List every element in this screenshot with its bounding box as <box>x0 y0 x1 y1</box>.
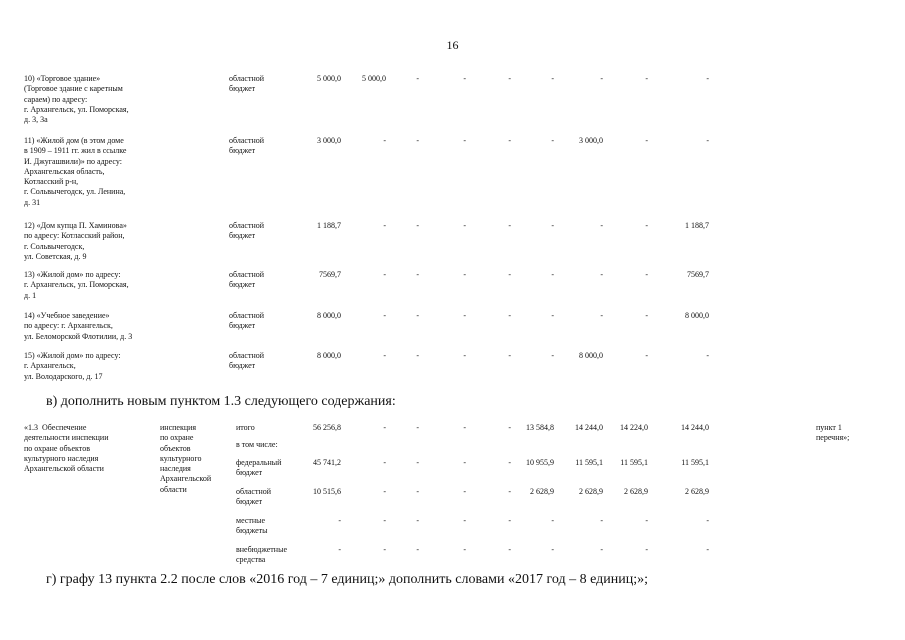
amount-cell: 11 595,1 <box>575 458 603 467</box>
amount-cell: - <box>416 311 419 320</box>
amount-cell: - <box>600 311 603 320</box>
amount-cell: 14 224,0 <box>620 423 648 432</box>
amount-cell: 7569,7 <box>319 270 341 279</box>
amount-cell: - <box>551 516 554 525</box>
amount-cell: - <box>600 270 603 279</box>
amount-cell: - <box>463 74 466 83</box>
instruction-g: г) графу 13 пункта 2.2 после слов «2016 год – 7 единиц;» дополнить словами «2017 год – 8 единиц;»; <box>46 572 648 587</box>
amount-cell: - <box>551 545 554 554</box>
amount-cell: 10 955,9 <box>526 458 554 467</box>
amount-cell: - <box>463 458 466 467</box>
amount-cell: - <box>383 516 386 525</box>
funding-source: в том числе: <box>236 440 278 449</box>
funding-source: областной бюджет <box>229 351 265 371</box>
amount-cell: - <box>508 458 511 467</box>
amount-cell: - <box>645 270 648 279</box>
amount-cell: 8 000,0 <box>317 351 341 360</box>
object-description: 10) «Торговое здание» (Торговое здание с каретным сараем) по адресу: г. Архангельск, ул. Поморская, д. 3, 3а <box>24 74 129 125</box>
amount-cell: - <box>416 487 419 496</box>
amount-cell: - <box>383 487 386 496</box>
amount-cell: - <box>463 270 466 279</box>
funding-source: итого <box>236 423 255 432</box>
amount-cell: - <box>383 136 386 145</box>
note-reference: пункт 1 перечня»; <box>816 423 850 443</box>
amount-cell: - <box>416 545 419 554</box>
executor: инспекция по охране объектов культурного наследия Архангельской области <box>160 423 212 494</box>
amount-cell: - <box>416 423 419 432</box>
amount-cell: - <box>551 270 554 279</box>
amount-cell: 8 000,0 <box>685 311 709 320</box>
amount-cell: - <box>706 351 709 360</box>
funding-source: местные бюджеты <box>236 516 268 536</box>
amount-cell: 3 000,0 <box>317 136 341 145</box>
amount-cell: - <box>645 221 648 230</box>
amount-cell: 1 188,7 <box>317 221 341 230</box>
amount-cell: - <box>645 545 648 554</box>
object-description: 15) «Жилой дом» по адресу: г. Архангельск, ул. Володарского, д. 17 <box>24 351 121 381</box>
amount-cell: - <box>508 487 511 496</box>
amount-cell: - <box>551 136 554 145</box>
amount-cell: - <box>600 516 603 525</box>
measure-description: «1.3 Обеспечение деятельности инспекции по охране объектов культурного наследия Архангельской области <box>24 423 109 474</box>
amount-cell: - <box>416 136 419 145</box>
amount-cell: 1 188,7 <box>685 221 709 230</box>
page-number: 16 <box>446 38 459 52</box>
amount-cell: 11 595,1 <box>620 458 648 467</box>
amount-cell: 2 628,9 <box>624 487 648 496</box>
amount-cell: - <box>508 136 511 145</box>
amount-cell: - <box>645 516 648 525</box>
amount-cell: 45 741,2 <box>313 458 341 467</box>
object-description: 13) «Жилой дом» по адресу: г. Архангельск, ул. Поморская, д. 1 <box>24 270 129 300</box>
object-description: 14) «Учебное заведение» по адресу: г. Архангельск, ул. Беломорской Флотилии, д. 3 <box>24 311 133 341</box>
amount-cell: - <box>645 311 648 320</box>
amount-cell: - <box>706 516 709 525</box>
instruction-v: в) дополнить новым пунктом 1.3 следующего содержания: <box>46 394 396 409</box>
amount-cell: - <box>508 351 511 360</box>
amount-cell: 2 628,9 <box>579 487 603 496</box>
amount-cell: - <box>508 74 511 83</box>
amount-cell: - <box>463 423 466 432</box>
amount-cell: 11 595,1 <box>681 458 709 467</box>
amount-cell: - <box>645 351 648 360</box>
amount-cell: 8 000,0 <box>317 311 341 320</box>
amount-cell: - <box>551 221 554 230</box>
amount-cell: - <box>383 423 386 432</box>
amount-cell: - <box>600 221 603 230</box>
amount-cell: - <box>416 74 419 83</box>
amount-cell: - <box>383 545 386 554</box>
amount-cell: - <box>508 423 511 432</box>
amount-cell: - <box>508 270 511 279</box>
amount-cell: - <box>383 311 386 320</box>
amount-cell: - <box>551 311 554 320</box>
funding-source: областной бюджет <box>229 221 265 241</box>
amount-cell: 14 244,0 <box>575 423 603 432</box>
amount-cell: - <box>463 221 466 230</box>
amount-cell: - <box>383 270 386 279</box>
amount-cell: - <box>600 74 603 83</box>
amount-cell: - <box>600 545 603 554</box>
amount-cell: - <box>463 311 466 320</box>
amount-cell: 8 000,0 <box>579 351 603 360</box>
amount-cell: - <box>383 458 386 467</box>
amount-cell: - <box>463 545 466 554</box>
amount-cell: - <box>645 74 648 83</box>
amount-cell: - <box>706 74 709 83</box>
amount-cell: 3 000,0 <box>579 136 603 145</box>
funding-source: областной бюджет <box>229 270 265 290</box>
amount-cell: - <box>416 351 419 360</box>
amount-cell: - <box>706 545 709 554</box>
amount-cell: - <box>463 136 466 145</box>
amount-cell: - <box>551 351 554 360</box>
amount-cell: 14 244,0 <box>681 423 709 432</box>
amount-cell: - <box>463 487 466 496</box>
amount-cell: - <box>463 516 466 525</box>
amount-cell: - <box>508 221 511 230</box>
amount-cell: - <box>508 545 511 554</box>
funding-source: внебюджетные средства <box>236 545 287 565</box>
amount-cell: 5 000,0 <box>317 74 341 83</box>
amount-cell: - <box>706 136 709 145</box>
amount-cell: - <box>416 516 419 525</box>
amount-cell: - <box>463 351 466 360</box>
amount-cell: 56 256,8 <box>313 423 341 432</box>
amount-cell: - <box>338 545 341 554</box>
amount-cell: 2 628,9 <box>685 487 709 496</box>
amount-cell: 5 000,0 <box>362 74 386 83</box>
funding-source: областной бюджет <box>236 487 272 507</box>
funding-source: областной бюджет <box>229 74 265 94</box>
amount-cell: - <box>383 351 386 360</box>
amount-cell: 7569,7 <box>687 270 709 279</box>
amount-cell: - <box>508 311 511 320</box>
funding-source: федеральный бюджет <box>236 458 282 478</box>
amount-cell: 10 515,6 <box>313 487 341 496</box>
amount-cell: - <box>416 270 419 279</box>
amount-cell: - <box>338 516 341 525</box>
object-description: 11) «Жилой дом (в этом доме в 1909 – 1911 гг. жил в ссылке И. Джугашвили)» по адресу: Архангельская область, Котласский р-н, г. Сольвычегодск, ул. Ленина, д. 31 <box>24 136 127 207</box>
amount-cell: - <box>416 458 419 467</box>
amount-cell: - <box>416 221 419 230</box>
amount-cell: - <box>383 221 386 230</box>
object-description: 12) «Дом купца П. Хаминова» по адресу: Котласский район, г. Сольвычегодск, ул. Советская, д. 9 <box>24 221 127 261</box>
amount-cell: - <box>551 74 554 83</box>
amount-cell: - <box>508 516 511 525</box>
amount-cell: 2 628,9 <box>530 487 554 496</box>
funding-source: областной бюджет <box>229 311 265 331</box>
amount-cell: - <box>645 136 648 145</box>
funding-source: областной бюджет <box>229 136 265 156</box>
amount-cell: 13 584,8 <box>526 423 554 432</box>
